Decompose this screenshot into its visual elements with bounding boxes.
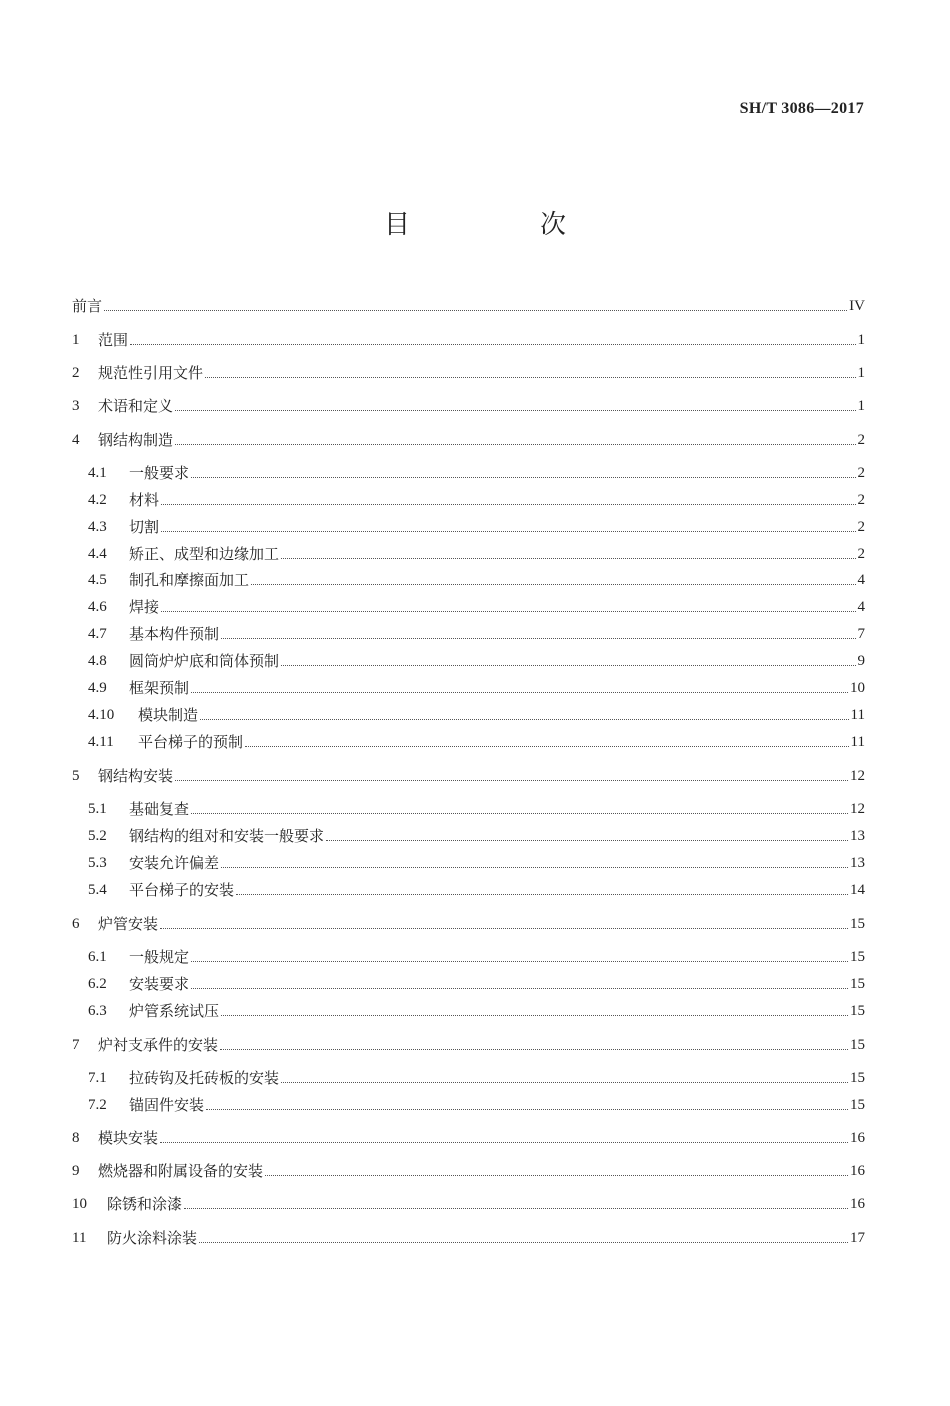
toc-entry-label: 一般规定 — [129, 948, 190, 966]
toc-entry-number: 4.11 — [88, 734, 114, 750]
toc-entry-label: 模块安装 — [98, 1129, 159, 1147]
toc-entry-number: 1 — [72, 332, 80, 348]
toc-entry-page: 11 — [850, 734, 865, 750]
toc-entry-number: 4.7 — [88, 626, 107, 642]
toc-entry-page: 15 — [850, 1097, 865, 1113]
toc-entry-label: 燃烧器和附属设备的安装 — [98, 1162, 264, 1180]
dot-leader — [160, 1141, 848, 1143]
toc-entry-page: 1 — [857, 365, 865, 381]
toc-entry[interactable] — [88, 488, 865, 512]
dot-leader — [221, 637, 855, 639]
toc-entry[interactable] — [88, 851, 865, 875]
dot-leader — [175, 779, 848, 781]
dot-leader — [326, 839, 848, 841]
dot-leader — [220, 1048, 848, 1050]
toc-entry-label: 除锈和涂漆 — [107, 1195, 183, 1213]
toc-entry-page: 16 — [850, 1163, 865, 1179]
toc-entry[interactable] — [88, 878, 865, 902]
toc-entry-page: 14 — [850, 882, 865, 898]
dot-leader — [281, 1081, 848, 1083]
toc-entry-page: 4 — [857, 572, 865, 588]
toc-entry-label: 基本构件预制 — [129, 625, 220, 643]
dot-leader — [184, 1207, 848, 1209]
toc-entry-number: 5.1 — [88, 801, 107, 817]
toc-entry[interactable] — [72, 394, 865, 418]
toc-entry-number: 7 — [72, 1037, 80, 1053]
dot-leader — [161, 503, 855, 505]
dot-leader — [245, 745, 849, 747]
toc-entry-number: 4.5 — [88, 572, 107, 588]
toc-entry[interactable] — [72, 361, 865, 385]
toc-entry-page: 17 — [850, 1230, 865, 1246]
toc-entry-page: 2 — [857, 432, 865, 448]
dot-leader — [265, 1174, 848, 1176]
toc-entry[interactable] — [72, 1226, 865, 1250]
toc-entry-number: 7.1 — [88, 1070, 107, 1086]
toc-entry-page: 7 — [857, 626, 865, 642]
toc-entry-label: 制孔和摩擦面加工 — [129, 571, 250, 589]
toc-entry-page: 13 — [850, 828, 865, 844]
toc-entry-label: 炉衬支承件的安装 — [98, 1036, 219, 1054]
toc-entry[interactable] — [88, 999, 865, 1023]
toc-entry-label: 前言 — [72, 297, 103, 315]
toc-entry[interactable] — [88, 730, 865, 754]
dot-leader — [251, 583, 855, 585]
toc-entry[interactable] — [72, 764, 865, 788]
toc-entry-label: 规范性引用文件 — [98, 364, 204, 382]
toc-entry-label: 一般要求 — [129, 464, 190, 482]
dot-leader — [221, 866, 848, 868]
toc-entry-number: 5.3 — [88, 855, 107, 871]
toc-entry-number: 4.2 — [88, 492, 107, 508]
toc-entry-number: 7.2 — [88, 1097, 107, 1113]
toc-entry-page: 12 — [850, 801, 865, 817]
toc-entry-page: 1 — [857, 398, 865, 414]
toc-entry-number: 4.9 — [88, 680, 107, 696]
toc-entry-page: 16 — [850, 1196, 865, 1212]
toc-entry-label: 平台梯子的预制 — [138, 733, 244, 751]
dot-leader — [175, 409, 855, 411]
toc-entry-page: 15 — [850, 1037, 865, 1053]
toc-entry-number: 3 — [72, 398, 80, 414]
toc-entry-page: 13 — [850, 855, 865, 871]
toc-entry-number: 9 — [72, 1163, 80, 1179]
toc-entry[interactable] — [88, 461, 865, 485]
toc-entry[interactable] — [72, 1126, 865, 1150]
toc-entry-page: 1 — [857, 332, 865, 348]
toc-entry[interactable] — [88, 622, 865, 646]
toc-entry[interactable] — [72, 1159, 865, 1183]
toc-entry-label: 钢结构的组对和安装一般要求 — [129, 827, 325, 845]
standard-code: SH/T 3086—2017 — [739, 100, 864, 117]
toc-entry-page: 16 — [850, 1130, 865, 1146]
toc-entry[interactable] — [88, 568, 865, 592]
toc-entry-page: 9 — [857, 653, 865, 669]
dot-leader — [175, 443, 855, 445]
toc-entry-page: 2 — [857, 492, 865, 508]
toc-entry[interactable] — [88, 972, 865, 996]
toc-entry-label: 范围 — [98, 331, 129, 349]
dot-leader — [200, 718, 849, 720]
toc-entry-page: 15 — [850, 1003, 865, 1019]
toc-entry-number: 2 — [72, 365, 80, 381]
toc-entry-page: 15 — [850, 976, 865, 992]
toc-entry-number: 5.4 — [88, 882, 107, 898]
toc-entry-label: 模块制造 — [138, 706, 199, 724]
toc-entry-number: 4.6 — [88, 599, 107, 615]
page-title: 目 次 — [383, 210, 618, 240]
toc-entry-number: 5 — [72, 768, 80, 784]
dot-leader — [191, 987, 848, 989]
toc-entry-label: 切割 — [129, 518, 160, 536]
toc-entry-label: 焊接 — [129, 598, 160, 616]
toc-entry-number: 6.1 — [88, 949, 107, 965]
toc-entry-page: 2 — [857, 465, 865, 481]
toc-entry[interactable] — [88, 703, 865, 727]
toc-entry-label: 材料 — [129, 491, 160, 509]
dot-leader — [130, 343, 855, 345]
toc-entry-label: 钢结构安装 — [98, 767, 174, 785]
dot-leader — [199, 1241, 848, 1243]
dot-leader — [191, 476, 855, 478]
toc-entry[interactable] — [88, 1066, 865, 1090]
toc-entry-label: 框架预制 — [129, 679, 190, 697]
dot-leader — [205, 376, 855, 378]
toc-entry[interactable] — [88, 797, 865, 821]
toc-entry-number: 6.2 — [88, 976, 107, 992]
toc-entry-page: 15 — [850, 916, 865, 932]
toc-entry-page: IV — [849, 298, 865, 314]
dot-leader — [221, 1014, 848, 1016]
toc-entry-number: 4.4 — [88, 546, 107, 562]
toc-entry[interactable] — [88, 824, 865, 848]
dot-leader — [191, 960, 848, 962]
toc-entry-number: 4 — [72, 432, 80, 448]
dot-leader — [281, 557, 855, 559]
toc-entry-page: 2 — [857, 546, 865, 562]
toc-entry-number: 6.3 — [88, 1003, 107, 1019]
toc-entry-page: 10 — [850, 680, 865, 696]
toc-entry[interactable] — [88, 649, 865, 673]
toc-entry-label: 防火涂料涂装 — [107, 1229, 198, 1247]
toc-entry-label: 炉管安装 — [98, 915, 159, 933]
toc-entry-label: 矫正、成型和边缘加工 — [129, 545, 280, 563]
toc-entry-label: 锚固件安装 — [129, 1096, 205, 1114]
toc-entry[interactable] — [72, 912, 865, 936]
dot-leader — [191, 812, 848, 814]
toc-entry[interactable] — [88, 676, 865, 700]
toc-entry-number: 4.1 — [88, 465, 107, 481]
toc-entry-label: 拉砖钩及托砖板的安装 — [129, 1069, 280, 1087]
toc-entry-number: 4.10 — [88, 707, 115, 723]
dot-leader — [104, 309, 847, 311]
toc-entry-label: 圆筒炉炉底和筒体预制 — [129, 652, 280, 670]
toc-entry-page: 15 — [850, 1070, 865, 1086]
toc-entry-page: 4 — [857, 599, 865, 615]
toc-entry-label: 钢结构制造 — [98, 431, 174, 449]
toc-entry-number: 11 — [72, 1230, 87, 1246]
toc-entry[interactable] — [88, 515, 865, 539]
dot-leader — [161, 530, 855, 532]
toc-entry[interactable] — [72, 294, 865, 318]
toc-entry[interactable] — [72, 1033, 865, 1057]
toc-entry-number: 8 — [72, 1130, 80, 1146]
dot-leader — [281, 664, 855, 666]
toc-entry-number: 10 — [72, 1196, 87, 1212]
dot-leader — [206, 1108, 848, 1110]
dot-leader — [236, 893, 848, 895]
toc-entry-number: 4.3 — [88, 519, 107, 535]
toc-entry-label: 基础复查 — [129, 800, 190, 818]
toc-entry-label: 安装允许偏差 — [129, 854, 220, 872]
toc-entry[interactable] — [72, 328, 865, 352]
dot-leader — [160, 927, 848, 929]
toc-entry[interactable] — [88, 945, 865, 969]
toc-entry-label: 炉管系统试压 — [129, 1002, 220, 1020]
toc-entry[interactable] — [72, 428, 865, 452]
toc-entry-label: 平台梯子的安装 — [129, 881, 235, 899]
toc-entry[interactable] — [88, 595, 865, 619]
toc-entry-page: 2 — [857, 519, 865, 535]
toc-entry[interactable] — [72, 1192, 865, 1216]
toc-entry-label: 安装要求 — [129, 975, 190, 993]
toc-entry-number: 5.2 — [88, 828, 107, 844]
dot-leader — [161, 610, 855, 612]
toc-entry-page: 15 — [850, 949, 865, 965]
toc-entry-number: 4.8 — [88, 653, 107, 669]
toc-entry-number: 6 — [72, 916, 80, 932]
toc-entry-page: 12 — [850, 768, 865, 784]
toc-entry-label: 术语和定义 — [98, 397, 174, 415]
toc-entry[interactable] — [88, 1093, 865, 1117]
toc-entry[interactable] — [88, 542, 865, 566]
dot-leader — [191, 691, 848, 693]
toc-entry-page: 11 — [850, 707, 865, 723]
